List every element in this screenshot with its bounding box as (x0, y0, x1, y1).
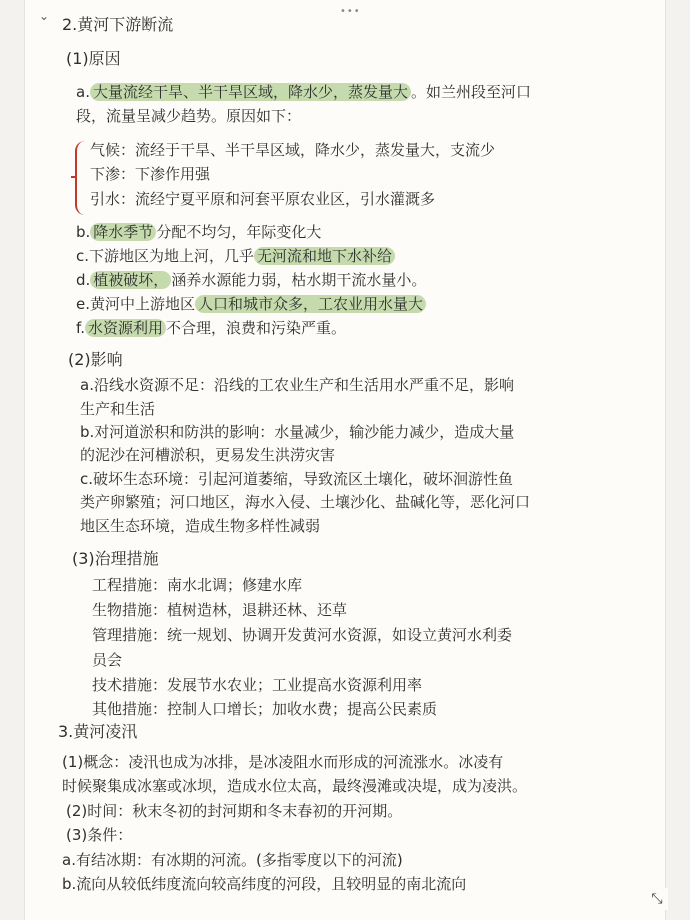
impact-c-line3: 地区生态环境，造成生物多样性减弱 (80, 517, 321, 535)
measure-technical: 技术措施：发展节水农业；工业提高水资源利用率 (92, 676, 423, 694)
highlight-f: 水资源利用 (85, 319, 166, 337)
cause-f (76, 318, 346, 338)
highlight-c: 无河流和地下水补给 (254, 247, 395, 265)
heading-3: 3.黄河凌汛 (58, 722, 138, 741)
measure-biological: 生物措施：植树造林，退耕还林、还草 (92, 601, 348, 619)
cause-f-tail: 不合理，浪费和污染严重。 (165, 319, 346, 337)
drag-handle-icon[interactable]: ••• (340, 6, 361, 17)
brace-mark (75, 141, 85, 215)
cause-b-prefix: b. (76, 223, 91, 241)
measure-management-line1: 管理措施：统一规划、协调开发黄河水资源，如设立黄河水利委 (92, 626, 513, 644)
concept-line2: 时候聚集成冰塞或冰坝，造成水位太高，最终漫滩或决堤，成为凌洪。 (62, 777, 528, 795)
concept-line1: (1)概念：凌汛也成为冰排，是冰凌阻水而形成的河流涨水。冰凌有 (62, 753, 504, 771)
measure-engineering: 工程措施：南水北调；修建水库 (92, 576, 303, 594)
cause-d-tail: 涵养水源能力弱，枯水期干流水量小。 (171, 271, 427, 289)
highlight-a: 大量流经干旱、半干旱区域，降水少，蒸发量大 (90, 83, 411, 101)
conditions-heading: (3)条件： (66, 826, 133, 844)
cause-d (76, 270, 426, 290)
cause-c (76, 246, 395, 266)
cause-d-prefix: d. (76, 271, 91, 289)
cause-a-line2: 段，流量呈减少趋势。原因如下： (76, 107, 302, 125)
cause-e-head: e.黄河中上游地区 (76, 295, 195, 313)
subheading-causes: (1)原因 (66, 49, 121, 68)
cause-a-prefix: a. (76, 83, 90, 101)
subheading-measures: (3)治理措施 (72, 549, 159, 568)
cause-b-tail: 分配不均匀，年际变化大 (156, 223, 322, 241)
impact-c-line2: 类产卵繁殖；河口地区，海水入侵、土壤沙化、盐碱化等，恶化河口 (80, 493, 531, 511)
subheading-impacts: (2)影响 (68, 350, 123, 369)
highlight-b: 降水季节 (90, 223, 156, 241)
impact-b-line2: 的泥沙在河槽淤积，更易发生洪涝灾害 (80, 446, 336, 464)
reason-diversion: 引水：流经宁夏平原和河套平原农业区，引水灌溉多 (90, 190, 436, 208)
cause-a-line1 (76, 82, 531, 102)
impact-b-line1: b.对河道淤积和防洪的影响：水量减少，输沙能力减少，造成大量 (80, 423, 515, 441)
time-line: (2)时间：秋末冬初的封河期和冬末春初的开河期。 (66, 802, 403, 820)
highlight-d: 植被破坏， (90, 271, 171, 289)
reason-climate: 气候：流经于干旱、半干旱区域，降水少，蒸发量大，支流少 (90, 141, 496, 159)
measure-management-line2: 员会 (92, 651, 123, 669)
condition-a: a.有结冰期：有冰期的河流。(多指零度以下的河流) (62, 851, 403, 869)
cause-e (76, 294, 426, 314)
heading-2: 2.黄河下游断流 (62, 15, 174, 34)
cause-f-prefix: f. (76, 319, 85, 337)
reason-infiltration: 下渗：下渗作用强 (90, 165, 211, 183)
cause-a-tail: 。如兰州段至河口 (410, 83, 531, 101)
cause-b (76, 222, 321, 242)
measure-other: 其他措施：控制人口增长；加收水费；提高公民素质 (92, 700, 438, 718)
brace-mark-tip (71, 176, 77, 178)
condition-b: b.流向从较低纬度流向较高纬度的河段，且较明显的南北流向 (62, 875, 467, 893)
cause-c-head: c.下游地区为地上河，几乎 (76, 247, 255, 265)
expand-icon[interactable]: ⤡ (646, 888, 668, 910)
impact-a-line1: a.沿线水资源不足：沿线的工农业生产和生活用水严重不足，影响 (80, 376, 514, 394)
impact-a-line2: 生产和生活 (80, 400, 156, 418)
highlight-e: 人口和城市众多，工农业用水量大 (195, 295, 426, 313)
impact-c-line1: c.破坏生态环境：引起河道萎缩，导致流区土壤化，破坏洄游性鱼 (80, 470, 514, 488)
chevron-down-icon[interactable]: ⌄ (38, 9, 50, 23)
